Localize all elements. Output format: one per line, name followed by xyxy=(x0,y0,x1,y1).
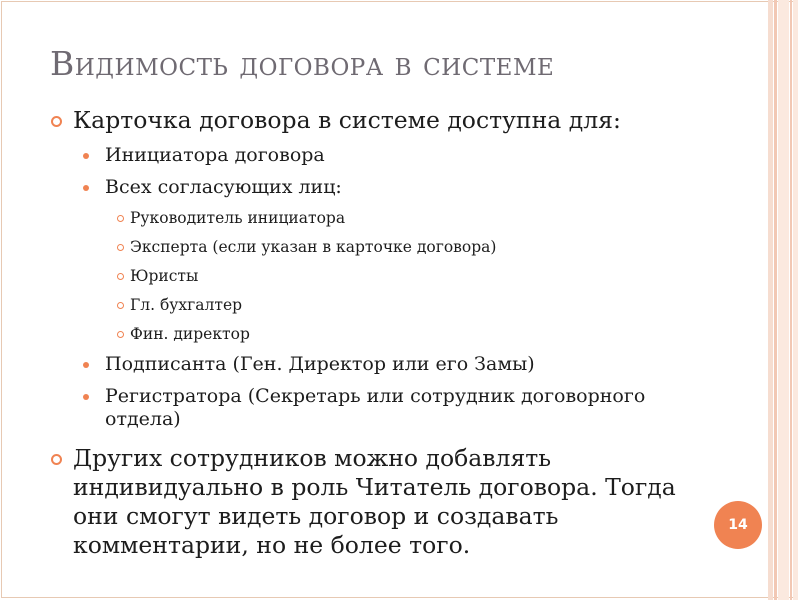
dot-bullet-icon xyxy=(83,153,89,159)
dot-bullet-icon xyxy=(83,362,89,368)
bullet-level2 xyxy=(50,144,710,167)
bullet-level2 xyxy=(50,353,710,376)
decorative-stripe xyxy=(768,0,773,600)
ring-bullet-icon xyxy=(51,116,62,127)
bullet-level3 xyxy=(50,266,710,286)
decorative-stripe xyxy=(793,0,798,600)
dot-bullet-icon xyxy=(83,185,89,191)
bullet-text: Руководитель инициатора xyxy=(130,209,346,227)
dot-bullet-icon xyxy=(83,394,89,400)
bullet-level1 xyxy=(50,106,710,135)
ring-bullet-icon xyxy=(117,331,124,338)
bullet-level1 xyxy=(50,444,710,560)
bullet-text: Фин. директор xyxy=(130,325,250,343)
slide-title: Видимость договора в системе xyxy=(50,44,555,83)
decorative-stripe xyxy=(774,0,777,600)
bullet-level3 xyxy=(50,208,710,228)
bullet-text: Других сотрудников можно добавлять индивидуально в роль Читатель договора. Тогда они смогут видеть договор и создавать комментарии, но не более того. xyxy=(73,444,676,559)
bullet-text: Карточка договора в системе доступна для: xyxy=(73,106,621,134)
ring-bullet-icon xyxy=(117,273,124,280)
ring-bullet-icon xyxy=(117,215,124,222)
bullet-text: Гл. бухгалтер xyxy=(130,296,243,314)
bullet-level3 xyxy=(50,324,710,344)
ring-bullet-icon xyxy=(117,244,124,251)
bullet-level3 xyxy=(50,237,710,257)
bullet-text: Инициатора договора xyxy=(105,144,325,166)
slide-content xyxy=(50,106,710,560)
bullet-text: Эксперта (если указан в карточке договора) xyxy=(130,238,497,256)
bullet-text: Юристы xyxy=(130,267,199,285)
page-number-badge: 14 xyxy=(714,501,762,549)
bullet-level2 xyxy=(50,176,710,199)
bullet-text: Всех согласующих лиц: xyxy=(105,176,342,198)
bullet-level3 xyxy=(50,295,710,315)
decorative-stripe xyxy=(778,0,789,600)
decorative-stripe xyxy=(790,0,792,600)
sub-sub-list xyxy=(50,208,710,344)
bullet-text: Подписанта (Ген. Директор или его Замы) xyxy=(105,353,535,375)
bullet-text: Регистратора (Секретарь или сотрудник договорного отдела) xyxy=(105,385,646,430)
bullet-level2 xyxy=(50,385,710,431)
sub-list xyxy=(50,144,710,431)
ring-bullet-icon xyxy=(51,454,62,465)
ring-bullet-icon xyxy=(117,302,124,309)
